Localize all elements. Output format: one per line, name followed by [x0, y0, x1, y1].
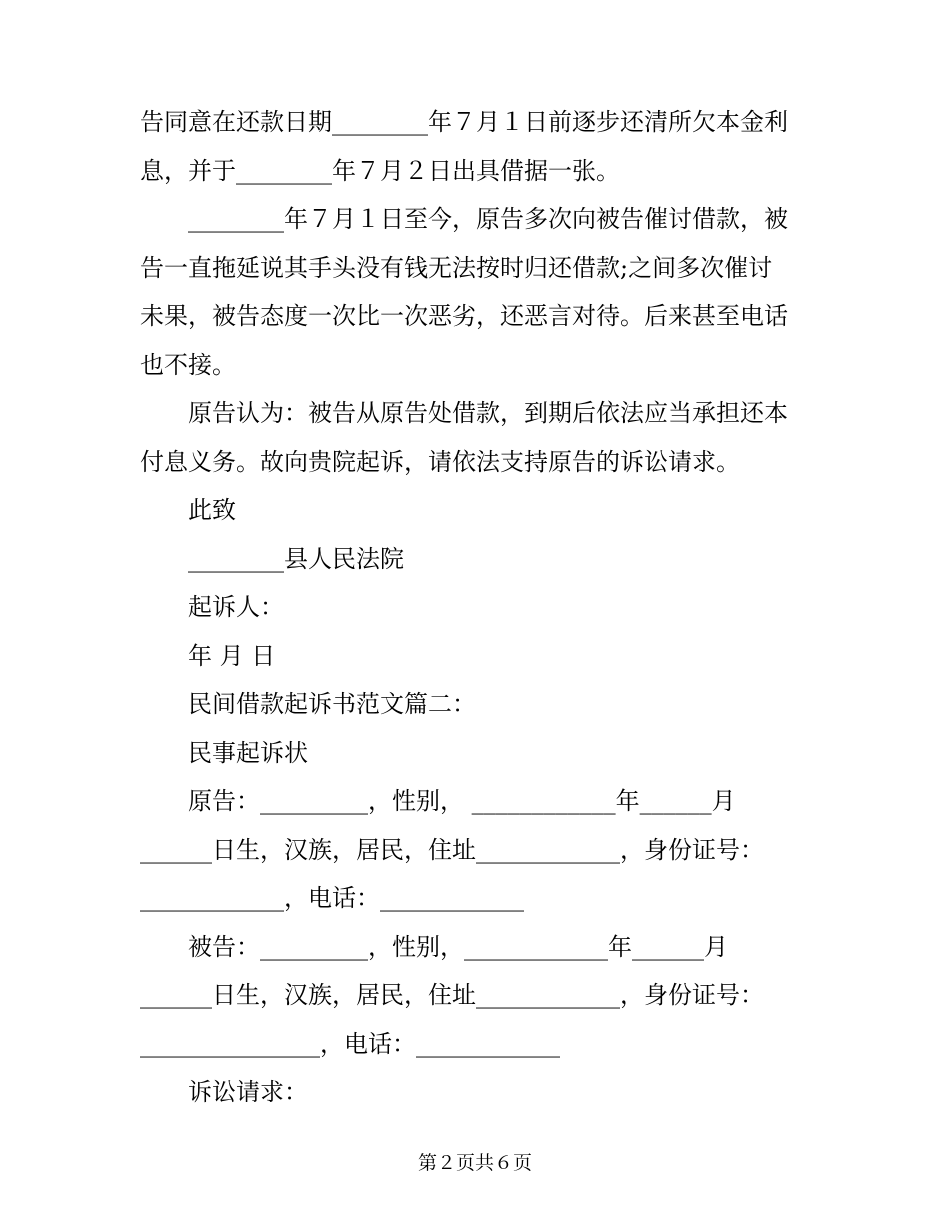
defendant-info-line: 被告：_________，性别，____________年______月: [188, 932, 728, 961]
defendant-info-line: ______日生，汉族，居民，住址____________，身份证号：: [140, 981, 764, 1009]
document-body: [140, 98, 820, 1117]
paragraph-line: 也不接。: [140, 350, 236, 379]
page-number: 第２页共６页: [417, 1152, 532, 1174]
paragraph-line: 原告认为：被告从原告处借款，到期后依法应当承担还本: [188, 399, 788, 427]
paragraph-line: 未果，被告态度一次比一次恶劣，还恶言对待。后来甚至电话: [140, 302, 788, 330]
plaintiff-info-line: 原告：_________，性别， ____________年______月: [188, 787, 736, 815]
paragraph-line: 付息义务。故向贵院起诉，请依法支持原告的诉讼请求。: [140, 447, 740, 476]
claims-heading: 诉讼请求：: [188, 1078, 308, 1106]
defendant-info-line: _______________，电话：____________: [140, 1029, 560, 1058]
document-title: 民事起诉状: [188, 738, 308, 767]
paragraph-line: ________年７月１日至今，原告多次向被告催讨借款，被: [188, 205, 788, 233]
salutation: 此致: [188, 496, 236, 524]
paragraph-line: 告同意在还款日期________年７月１日前逐步还清所欠本金利: [140, 108, 788, 136]
plaintiff-signature-label: 起诉人：: [188, 593, 284, 621]
paragraph-line: 息，并于________年７月２日出具借据一张。: [140, 156, 620, 185]
court-name: ________县人民法院: [188, 544, 404, 573]
paragraph-line: 告一直拖延说其手头没有钱无法按时归还借款;之间多次催讨: [140, 253, 773, 282]
plaintiff-info-line: ______日生，汉族，居民，住址____________，身份证号：: [140, 835, 764, 864]
plaintiff-info-line: ____________，电话：____________: [140, 884, 524, 912]
date-line: 年 月 日: [188, 641, 276, 670]
section-heading: 民间借款起诉书范文篇二：: [188, 690, 476, 718]
